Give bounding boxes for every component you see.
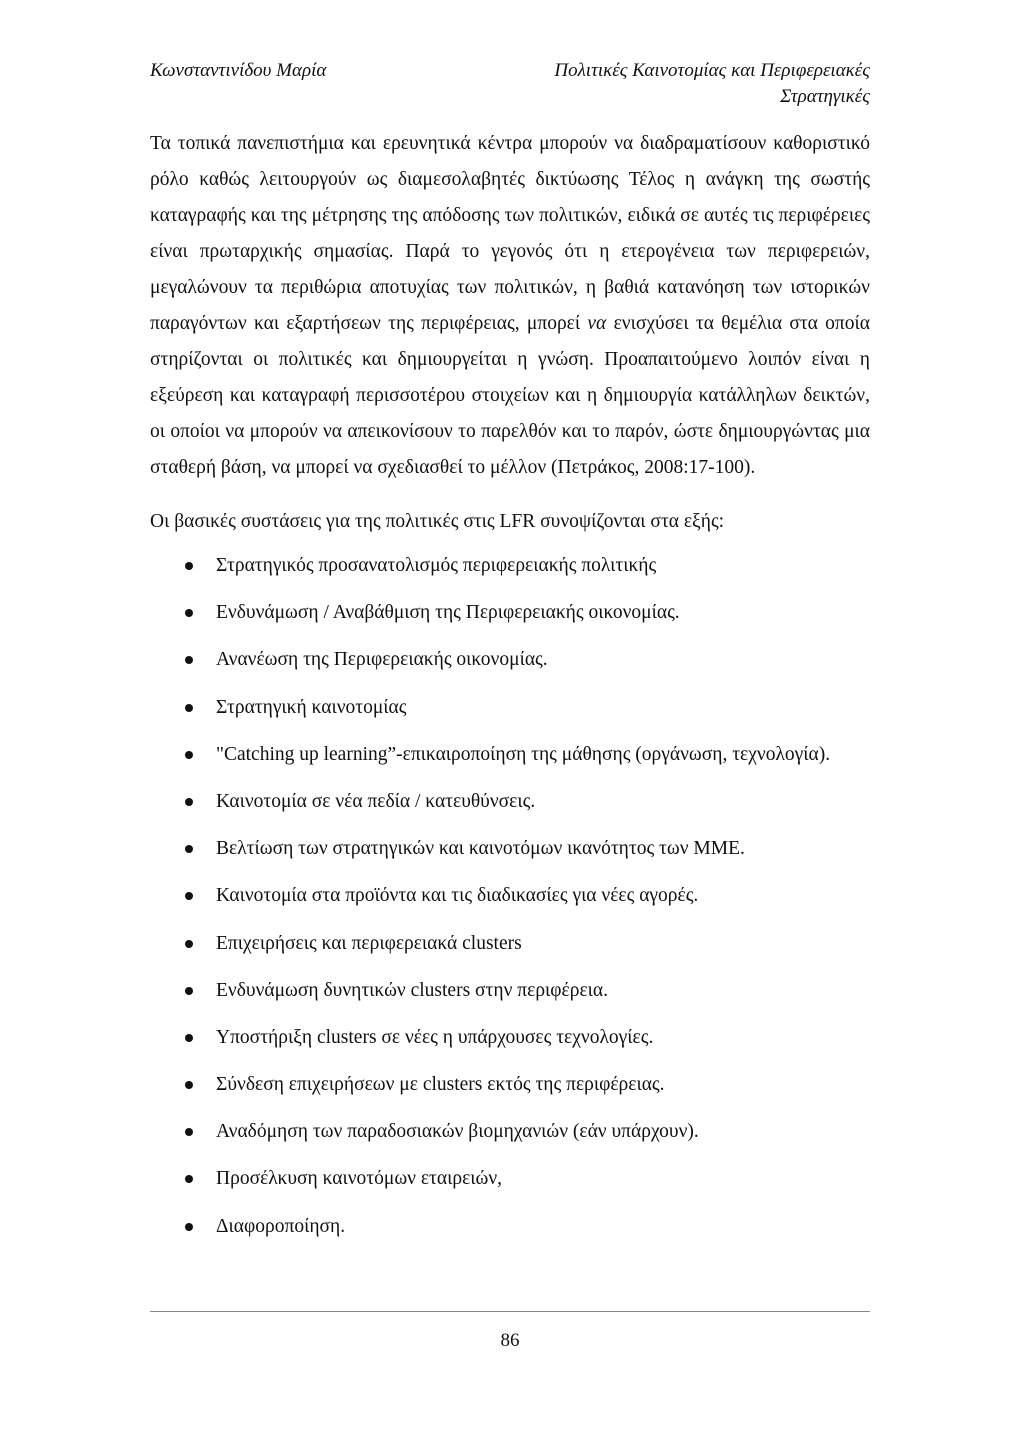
list-item-text: Βελτίωση των στρατηγικών και καινοτόμων ικανότητος των ΜΜΕ.: [216, 838, 745, 860]
bullet-icon: [185, 609, 193, 617]
list-item: [150, 930, 870, 977]
list-intro: Οι βασικές συστάσεις για της πολιτικές στις LFR συνοψίζονται στα εξής:: [150, 511, 725, 532]
paragraph-text-part-2: ενισχύσει τα θεμέλια στα οποία στηρίζονται οι πολιτικές και δημιουργείται η γνώση. Προαπαιτούμενο λοιπόν είναι η εξεύρεση και καταγραφή περισσοτέρου στοιχείων και η δημιουργία κατάλληλων δεικτών, οι οποίοι να μπορούν να απεικονίσουν το παρελθόν και το παρόν, ώστε δημιουργώντας μια σταθερή βάση, να μπορεί να σχεδιασθεί το μέλλον (Πετράκος, 2008:17-100).: [150, 313, 870, 478]
paragraph-text-part-1: Τα τοπικά πανεπιστήμια και ερευνητικά κέντρα μπορούν να διαδραματίσουν καθοριστικό ρόλο καθώς λειτουργούν ως διαμεσολαβητές δικτύωσης Τέλος η ανάγκη της σωστής καταγραφής και της μέτρησης της απόδοσης των πολιτικών, ειδικά σε αυτές τις περιφέρειες είναι πρωταρχικής σημασίας. Παρά το γεγονός ότι η ετερογένεια των περιφερειών, μεγαλώνουν τα περιθώρια αποτυχίας των πολιτικών, η βαθιά κατανόηση των ιστορικών παραγόντων και εξαρτήσεων της περιφέρειας, μπορεί: [150, 133, 870, 334]
list-item: [150, 1213, 870, 1260]
list-item-text: Ανανέωση της Περιφερειακής οικονομίας.: [216, 649, 548, 671]
list-item: [150, 1024, 870, 1071]
list-item-text: Στρατηγική καινοτομίας: [216, 696, 407, 718]
bullet-icon: [185, 751, 193, 759]
header-title-line-1: Πολιτικές Καινοτομίας και Περιφερειακές: [554, 60, 870, 81]
bullet-icon: [185, 987, 193, 995]
list-item: [150, 882, 870, 929]
list-item-text: Αναδόμηση των παραδοσιακών βιομηχανιών (εάν υπάρχουν).: [216, 1121, 699, 1143]
header-title-line-2: Στρατηγικές: [780, 86, 870, 107]
recommendations-list: [150, 552, 870, 1260]
bullet-icon: [185, 1034, 193, 1042]
list-item: [150, 599, 870, 646]
header-author: Κωνσταντινίδου Μαρία: [150, 60, 327, 81]
list-item-text: Επιχειρήσεις και περιφερειακά clusters: [216, 932, 522, 954]
list-item-text: Καινοτομία σε νέα πεδία / κατευθύνσεις.: [216, 790, 536, 812]
list-item: [150, 552, 870, 599]
list-item: [150, 741, 870, 788]
document-page: [150, 58, 870, 1260]
page-number: 86: [500, 1330, 520, 1351]
list-item: [150, 977, 870, 1024]
bullet-icon: [185, 845, 193, 853]
bullet-icon: [185, 892, 193, 900]
body-paragraph: [150, 126, 870, 486]
list-item: [150, 1071, 870, 1118]
list-item: [150, 646, 870, 693]
footer-divider: [150, 1311, 870, 1312]
list-item-text: "Catching up learning”-επικαιροποίηση της μάθησης (οργάνωση, τεχνολογία).: [216, 743, 831, 765]
bullet-icon: [185, 562, 193, 570]
list-item-text: Καινοτομία στα προϊόντα και τις διαδικασίες για νέες αγορές.: [216, 885, 699, 907]
paragraph-italic-word: να: [587, 313, 607, 334]
bullet-icon: [185, 656, 193, 664]
list-item: [150, 1118, 870, 1165]
bullet-icon: [185, 1175, 193, 1183]
bullet-icon: [185, 798, 193, 806]
bullet-icon: [185, 940, 193, 948]
list-item: [150, 788, 870, 835]
list-item-text: Υποστήριξη clusters σε νέες η υπάρχουσες τεχνολογίες.: [216, 1026, 654, 1048]
list-item: [150, 694, 870, 741]
list-item-text: Ενδυνάμωση / Αναβάθμιση της Περιφερειακής οικονομίας.: [216, 602, 680, 624]
list-item: [150, 835, 870, 882]
running-header: [150, 58, 870, 112]
list-item-text: Διαφοροποίηση.: [216, 1215, 346, 1237]
bullet-icon: [185, 1128, 193, 1136]
list-item-text: Προσέλκυση καινοτόμων εταιρειών,: [216, 1168, 503, 1190]
list-item-text: Σύνδεση επιχειρήσεων με clusters εκτός της περιφέρειας.: [216, 1074, 665, 1096]
bullet-icon: [185, 1223, 193, 1231]
bullet-icon: [185, 704, 193, 712]
list-item-text: Ενδυνάμωση δυνητικών clusters στην περιφέρεια.: [216, 979, 608, 1001]
header-title: [510, 58, 870, 110]
list-item: [150, 1165, 870, 1212]
bullet-icon: [185, 1081, 193, 1089]
list-item-text: Στρατηγικός προσανατολισμός περιφερειακής πολιτικής: [216, 555, 657, 576]
